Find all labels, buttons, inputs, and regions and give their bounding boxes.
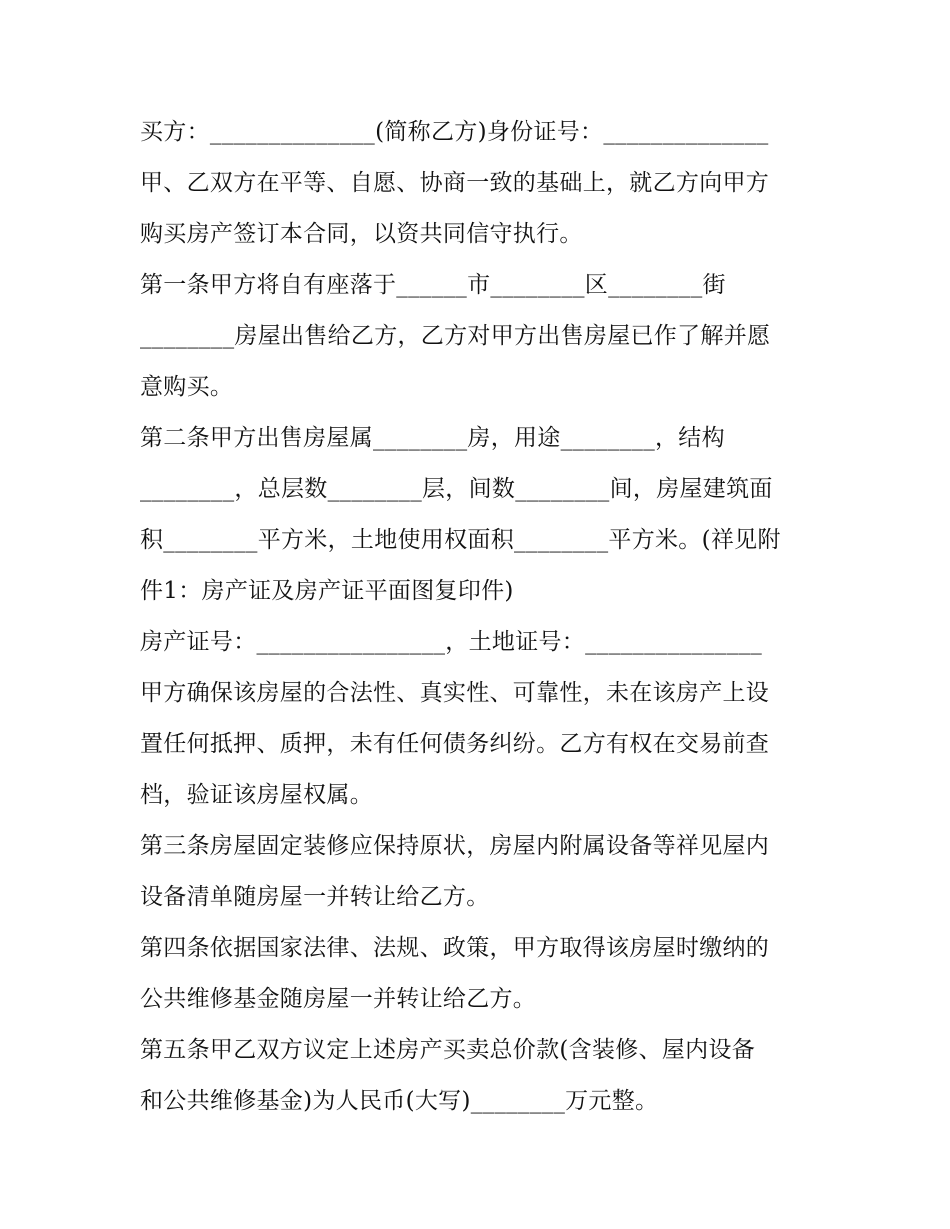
contract-body [140,107,830,1127]
text-line: 积________平方米，土地使用权面积________平方米。(祥见附 [140,527,781,553]
text-line: 甲方确保该房屋的合法性、真实性、可靠性，未在该房产上设 [140,680,770,706]
text-line: 置任何抵押、质押，未有任何债务纠纷。乙方有权在交易前查 [140,731,770,757]
text-line: 档，验证该房屋权属。 [140,782,373,808]
text-line: 设备清单随房屋一并转让给乙方。 [140,884,490,910]
text-line: 第四条依据国家法律、法规、政策，甲方取得该房屋时缴纳的 [140,935,770,961]
text-line: 买方：______________(简称乙方)身份证号：______________ [140,119,769,145]
text-line: 第一条甲方将自有座落于______市________区________街 [140,272,726,298]
text-line: 第三条房屋固定装修应保持原状，房屋内附属设备等祥见屋内 [140,833,770,859]
text-line: 公共维修基金随房屋一并转让给乙方。 [140,986,537,1012]
text-line: 房产证号：________________，土地证号：_______________ [140,629,763,655]
text-line: 第二条甲方出售房屋属________房，用途________，结构 [140,425,725,451]
text-line: ________房屋出售给乙方，乙方对甲方出售房屋已作了解并愿 [140,323,771,349]
text-line: 购买房产签订本合同，以资共同信守执行。 [140,221,583,247]
text-line: 意购买。 [140,374,234,400]
text-line: 第五条甲乙双方议定上述房产买卖总价款(含装修、屋内设备 [140,1037,756,1063]
text-line: 和公共维修基金)为人民币(大写)________万元整。 [140,1088,659,1114]
text-line: ________，总层数________层，间数________间，房屋建筑面 [140,476,773,502]
text-line: 件1：房产证及房产证平面图复印件) [140,578,514,604]
text-line: 甲、乙双方在平等、自愿、协商一致的基础上，就乙方向甲方 [140,170,770,196]
